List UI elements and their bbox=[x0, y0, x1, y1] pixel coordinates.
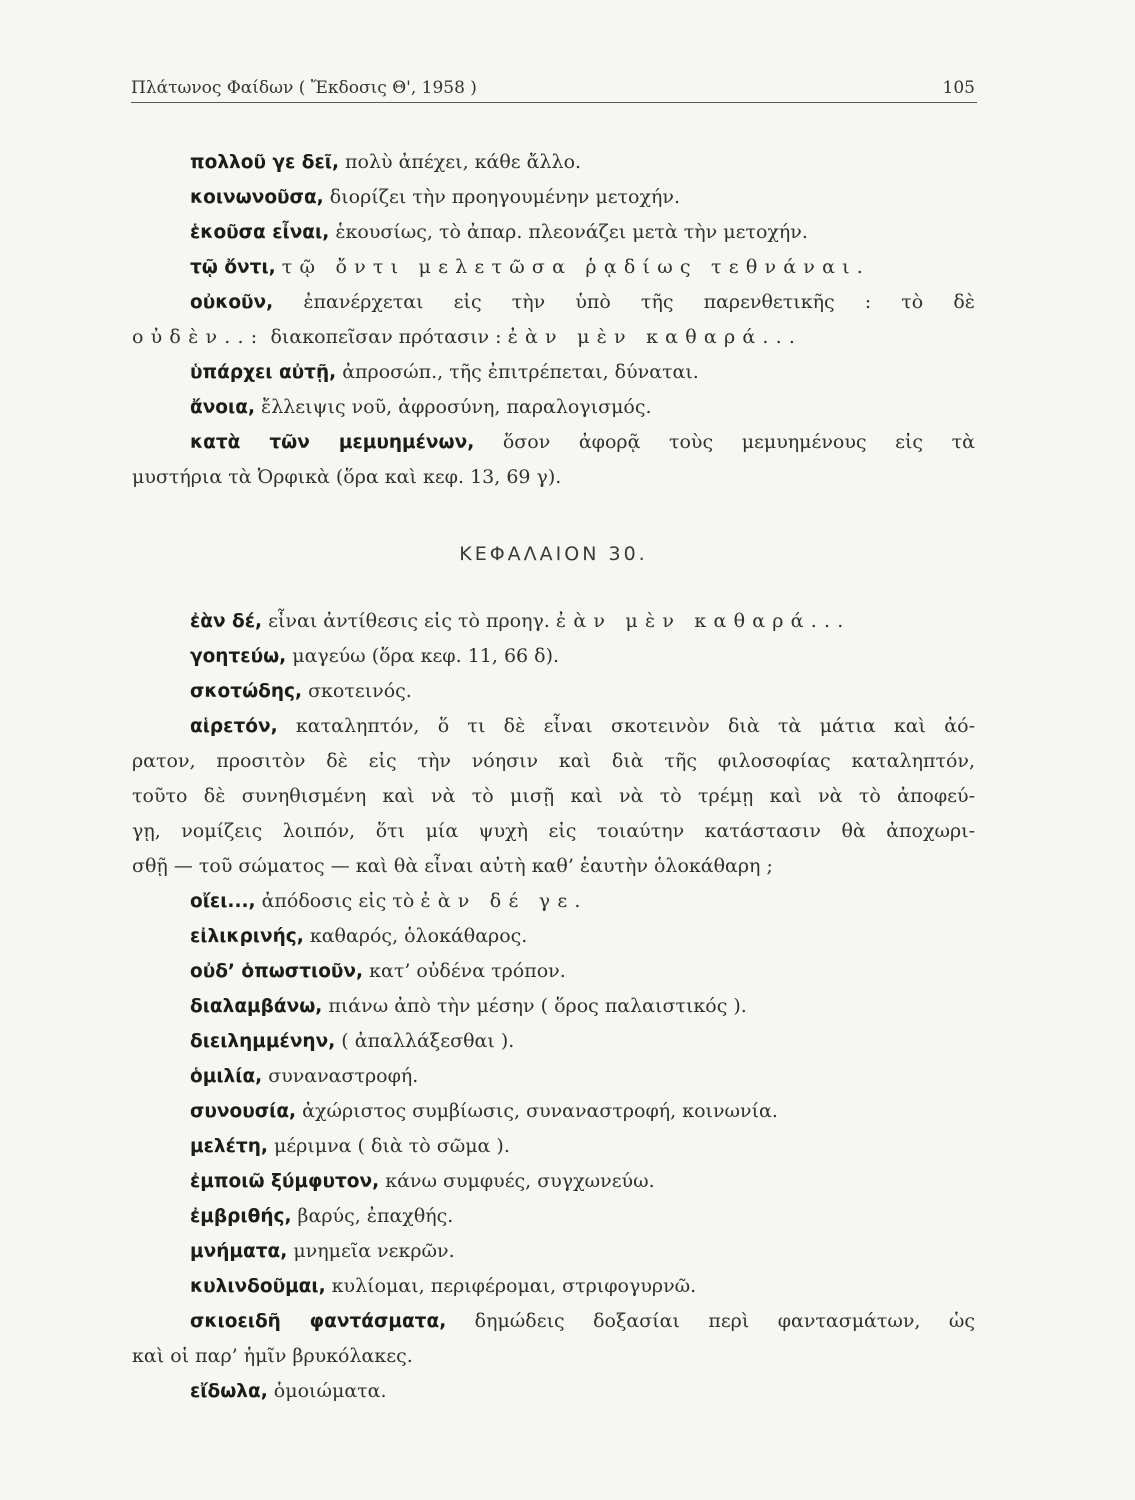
entry-term: εἰλικρινής, bbox=[190, 926, 304, 947]
entry-gloss-spaced: ἐὰν δέ γε. bbox=[420, 890, 588, 912]
entry-continuation bbox=[132, 744, 975, 779]
entry-term: γοητεύω, bbox=[190, 646, 287, 667]
entry-term: συνουσία, bbox=[190, 1101, 297, 1122]
glossary-section-a bbox=[132, 145, 975, 495]
entry-gloss-spaced: τῷ ὄντι μελετῶσα ῥᾳδίως τεθνάναι. bbox=[281, 256, 871, 278]
entry-continuation bbox=[132, 460, 975, 495]
entry-term: ἐὰν δέ, bbox=[190, 611, 263, 632]
entry-term: κοινωνοῦσα, bbox=[190, 187, 324, 208]
entry-gloss: σκοτεινός. bbox=[308, 680, 412, 702]
entry-gloss-spaced: οὐδὲν..: bbox=[132, 326, 265, 348]
entry-gloss: πολὺ ἀπέχει, κάθε ἄλλο. bbox=[345, 151, 582, 173]
entry-gloss: κατ’ οὐδένα τρόπον. bbox=[369, 960, 566, 982]
entry-term: διειλημμένην, bbox=[190, 1031, 336, 1052]
glossary-entry bbox=[132, 884, 975, 919]
glossary-entry bbox=[132, 390, 975, 425]
glossary-entry bbox=[132, 250, 975, 285]
entry-term: κυλινδοῦμαι, bbox=[190, 1276, 326, 1297]
glossary-section-b bbox=[132, 604, 975, 1409]
entry-gloss: ὅσον ἀφορᾷ τοὺς μεμυημένους εἰς τὰ bbox=[502, 431, 976, 453]
entry-term: ἐμβριθής, bbox=[190, 1206, 292, 1227]
entry-gloss: ἀπόδοσις εἰς τὸ bbox=[261, 890, 415, 912]
entry-gloss: μνημεῖα νεκρῶν. bbox=[293, 1240, 455, 1262]
entry-continuation bbox=[132, 1339, 975, 1374]
entry-term: ὑπάρχει αὐτῇ, bbox=[190, 362, 337, 383]
entry-gloss: πιάνω ἀπὸ τὴν μέσην ( ὅρος παλαιστικός ). bbox=[328, 995, 747, 1017]
entry-gloss: διορίζει τὴν προηγουμένην μετοχήν. bbox=[329, 186, 680, 208]
entry-gloss: κυλίομαι, περιφέρομαι, στριφογυρνῶ. bbox=[331, 1275, 697, 1297]
entry-continuation bbox=[132, 814, 975, 849]
entry-gloss: διακοπεῖσαν πρότασιν : bbox=[270, 326, 502, 348]
entry-term: μνήματα, bbox=[190, 1241, 288, 1262]
entry-gloss: ἑκουσίως, τὸ ἀπαρ. πλεονάζει μετὰ τὴν μετοχήν. bbox=[335, 221, 808, 243]
entry-gloss: βαρύς, ἐπαχθής. bbox=[297, 1205, 454, 1227]
entry-gloss: καταληπτόν, ὅ τι δὲ εἶναι σκοτεινὸν διὰ τὰ μάτια καὶ ἀό- bbox=[295, 715, 975, 737]
glossary-entry bbox=[132, 919, 975, 954]
chapter-heading: ΚΕΦΑΛΑΙΟΝ 30. bbox=[459, 543, 648, 565]
entry-term: οὐδ’ ὁπωστιοῦν, bbox=[190, 961, 364, 982]
glossary-entry bbox=[132, 709, 975, 744]
entry-gloss: καθαρός, ὁλοκάθαρος. bbox=[309, 925, 528, 947]
glossary-entry bbox=[132, 1059, 975, 1094]
glossary-entry bbox=[132, 604, 975, 639]
glossary-entry bbox=[132, 215, 975, 250]
glossary-entry bbox=[132, 1164, 975, 1199]
entry-gloss: ἀπροσώπ., τῆς ἐπιτρέπεται, δύναται. bbox=[342, 361, 699, 383]
glossary-entry bbox=[132, 355, 975, 390]
entry-gloss: μυστήρια τὰ Ὀρφικὰ (ὅρα καὶ κεφ. 13, 69 γ). bbox=[132, 466, 562, 488]
entry-gloss: εἶναι ἀντίθεσις εἰς τὸ προηγ. bbox=[268, 610, 550, 632]
page-number: 105 bbox=[942, 78, 975, 98]
glossary-entry bbox=[132, 285, 975, 320]
entry-term: ἐμποιῶ ξύμφυτον, bbox=[190, 1171, 380, 1192]
entry-gloss: μαγεύω (ὅρα κεφ. 11, 66 δ). bbox=[292, 645, 560, 667]
entry-gloss: καὶ οἱ παρ’ ἡμῖν βρυκόλακες. bbox=[132, 1345, 413, 1367]
entry-gloss: μέριμνα ( διὰ τὸ σῶμα ). bbox=[273, 1135, 510, 1157]
glossary-entry bbox=[132, 674, 975, 709]
entry-term: αἱρετόν, bbox=[190, 716, 278, 737]
entry-term: διαλαμβάνω, bbox=[190, 996, 323, 1017]
entry-term: μελέτη, bbox=[190, 1136, 268, 1157]
entry-gloss: ἔλλειψις νοῦ, ἀφροσύνη, παραλογισμός. bbox=[261, 396, 652, 418]
entry-term: σκιοειδῆ φαντάσματα, bbox=[190, 1311, 447, 1332]
entry-gloss-spaced: ἐὰν μὲν καθαρά... bbox=[507, 326, 803, 348]
glossary-entry bbox=[132, 180, 975, 215]
glossary-entry bbox=[132, 1269, 975, 1304]
entry-continuation bbox=[132, 849, 975, 884]
glossary-entry bbox=[132, 1024, 975, 1059]
entry-gloss: δημώδεις δοξασίαι περὶ φαντασμάτων, ὡς bbox=[474, 1310, 975, 1332]
entry-term: τῷ ὄντι, bbox=[190, 257, 276, 278]
entry-gloss: συναναστροφή. bbox=[268, 1065, 419, 1087]
entry-term: ἑκοῦσα εἶναι, bbox=[190, 222, 330, 243]
entry-continuation bbox=[132, 320, 975, 355]
entry-term: εἴδωλα, bbox=[190, 1381, 268, 1402]
glossary-entry bbox=[132, 1199, 975, 1234]
glossary-entry bbox=[132, 1374, 975, 1409]
entry-gloss: ( ἀπαλλάξεσθαι ). bbox=[341, 1030, 515, 1052]
entry-term: οἴει..., bbox=[190, 891, 256, 912]
entry-gloss: ἐπανέρχεται εἰς τὴν ὑπὸ τῆς παρενθετικῆς : τὸ δὲ bbox=[303, 291, 975, 313]
glossary-entry bbox=[132, 1304, 975, 1339]
chapter-block bbox=[132, 537, 975, 572]
entry-gloss: ἀχώριστος συμβίωσις, συναναστροφή, κοινωνία. bbox=[302, 1100, 778, 1122]
entry-gloss: ὁμοιώματα. bbox=[273, 1380, 387, 1402]
entry-gloss: γῃ, νομίζεις λοιπόν, ὅτι μία ψυχὴ εἰς τοιαύτην κατάστασιν θὰ ἀποχωρι- bbox=[132, 820, 975, 842]
entry-term: οὐκοῦν, bbox=[190, 292, 274, 313]
glossary-entry bbox=[132, 1234, 975, 1269]
entry-continuation bbox=[132, 779, 975, 814]
page-header bbox=[131, 76, 977, 103]
entry-gloss-spaced: ἐὰν μὲν καθαρά... bbox=[555, 610, 851, 632]
glossary-entry bbox=[132, 989, 975, 1024]
entry-gloss: σθῇ — τοῦ σώματος — καὶ θὰ εἶναι αὐτὴ καθ’ ἑαυτὴν ὁλοκάθαρη ; bbox=[132, 855, 773, 877]
glossary-entry bbox=[132, 145, 975, 180]
running-title: Πλάτωνος Φαίδων ( Ἔκδοσις Θ', 1958 ) bbox=[131, 78, 477, 98]
glossary-entry bbox=[132, 954, 975, 989]
glossary-entry bbox=[132, 639, 975, 674]
entry-term: ὁμιλία, bbox=[190, 1066, 263, 1087]
glossary-entry bbox=[132, 425, 975, 460]
glossary-entry bbox=[132, 1129, 975, 1164]
entry-gloss: τοῦτο δὲ συνηθισμένη καὶ νὰ τὸ μισῇ καὶ νὰ τὸ τρέμῃ καὶ νὰ τὸ ἀποφεύ- bbox=[132, 785, 975, 807]
entry-term: πολλοῦ γε δεῖ, bbox=[190, 152, 339, 173]
entry-term: ἄνοια, bbox=[190, 397, 255, 418]
entry-gloss: κάνω συμφυές, συγχωνεύω. bbox=[385, 1170, 655, 1192]
glossary-entry bbox=[132, 1094, 975, 1129]
entry-term: κατὰ τῶν μεμυημένων, bbox=[190, 432, 475, 453]
entry-term: σκοτώδης, bbox=[190, 681, 303, 702]
entry-gloss: ρατον, προσιτὸν δὲ εἰς τὴν νόησιν καὶ διὰ τῆς φιλοσοφίας καταληπτόν, bbox=[132, 750, 975, 772]
